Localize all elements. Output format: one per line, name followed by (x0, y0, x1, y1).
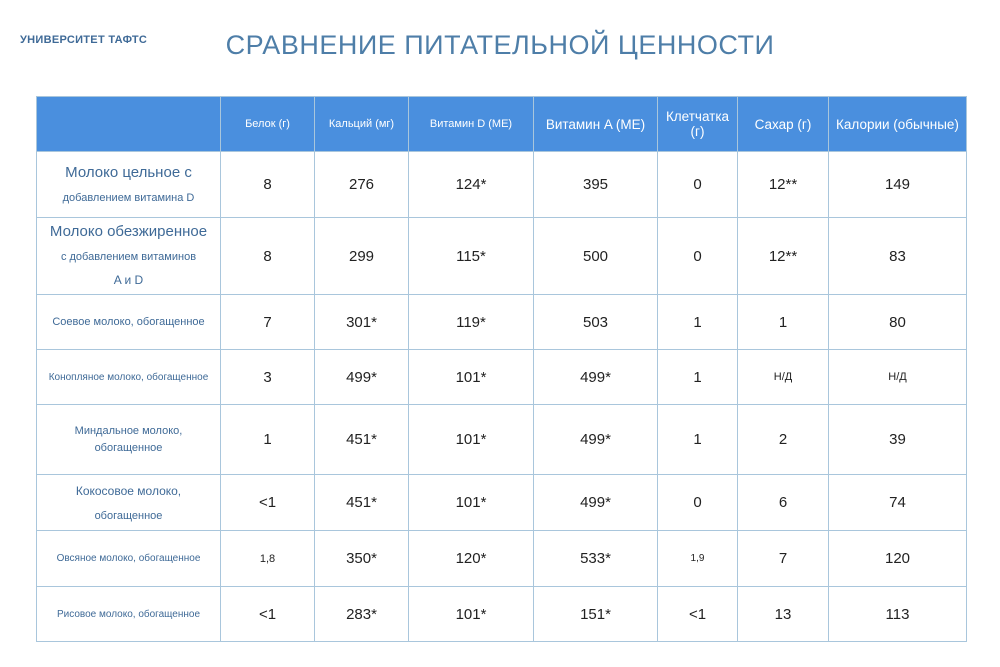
cell-vitamin-a: 151* (534, 587, 658, 642)
cell-vitamin-d: 101* (409, 475, 534, 531)
table-row-almond-milk (37, 405, 967, 475)
cell-protein: <1 (221, 587, 315, 642)
cell-vitamin-d: 120* (409, 531, 534, 587)
row-name: Конопляное молоко, обогащенное (37, 350, 221, 405)
cell-vitamin-a: 395 (534, 152, 658, 218)
row-name (37, 405, 221, 475)
row-name: Соевое молоко, обогащенное (37, 295, 221, 350)
cell-fiber: 1 (658, 350, 738, 405)
cell-calories: 120 (829, 531, 967, 587)
table-row-hemp-milk (37, 350, 967, 405)
cell-vitamin-d: 119* (409, 295, 534, 350)
cell-fiber: 0 (658, 152, 738, 218)
cell-protein: 8 (221, 152, 315, 218)
cell-vitamin-d: 115* (409, 218, 534, 295)
cell-vitamin-a: 533* (534, 531, 658, 587)
row-name-line2: с добавлением витаминов (60, 251, 197, 263)
cell-protein: <1 (221, 475, 315, 531)
row-name-line1: Миндальное молоко, (74, 425, 183, 437)
cell-calories: 74 (829, 475, 967, 531)
cell-calories: Н/Д (829, 350, 967, 405)
cell-calcium: 276 (315, 152, 409, 218)
header-row (37, 97, 967, 152)
cell-calories: 80 (829, 295, 967, 350)
cell-sugar: 12** (738, 218, 829, 295)
table-row-whole-milk (37, 152, 967, 218)
row-name-line3: A и D (113, 273, 144, 287)
cell-protein: 1,8 (221, 531, 315, 587)
table-row-rice-milk (37, 587, 967, 642)
header-calcium: Кальций (мг) (315, 97, 409, 152)
row-name-line1: Молоко цельное с (65, 163, 192, 181)
cell-calcium: 350* (315, 531, 409, 587)
cell-sugar: 2 (738, 405, 829, 475)
header-calories: Калории (обычные) (829, 97, 967, 152)
row-name (37, 475, 221, 531)
cell-vitamin-a: 499* (534, 405, 658, 475)
page-title: СРАВНЕНИЕ ПИТАТЕЛЬНОЙ ЦЕННОСТИ (225, 30, 775, 60)
cell-fiber: <1 (658, 587, 738, 642)
cell-sugar: Н/Д (738, 350, 829, 405)
cell-vitamin-a: 500 (534, 218, 658, 295)
cell-sugar: 13 (738, 587, 829, 642)
cell-calcium: 301* (315, 295, 409, 350)
cell-fiber: 0 (658, 218, 738, 295)
cell-sugar: 6 (738, 475, 829, 531)
table-row-oat-milk (37, 531, 967, 587)
header-protein: Белок (г) (221, 97, 315, 152)
cell-sugar: 1 (738, 295, 829, 350)
row-name-line2: добавлением витамина D (62, 191, 195, 204)
cell-calcium: 299 (315, 218, 409, 295)
row-name: Рисовое молоко, обогащенное (37, 587, 221, 642)
table-row-skim-milk (37, 218, 967, 295)
header-vitamin-d: Витамин D (МЕ) (409, 97, 534, 152)
cell-vitamin-d: 101* (409, 587, 534, 642)
row-name-line1: Кокосовое молоко, (75, 483, 182, 498)
cell-fiber: 1 (658, 295, 738, 350)
cell-calcium: 499* (315, 350, 409, 405)
cell-fiber: 1 (658, 405, 738, 475)
row-name-line2: обогащенное (94, 441, 163, 454)
cell-vitamin-a: 503 (534, 295, 658, 350)
cell-calories: 39 (829, 405, 967, 475)
cell-protein: 8 (221, 218, 315, 295)
cell-sugar: 7 (738, 531, 829, 587)
university-label: УНИВЕРСИТЕТ ТАФТС (20, 34, 148, 46)
header-sugar: Сахар (г) (738, 97, 829, 152)
row-name (37, 218, 221, 295)
cell-calcium: 283* (315, 587, 409, 642)
row-name: Овсяное молоко, обогащенное (37, 531, 221, 587)
cell-calcium: 451* (315, 405, 409, 475)
cell-calories: 83 (829, 218, 967, 295)
row-name-line2: обогащенное (94, 509, 163, 522)
cell-protein: 3 (221, 350, 315, 405)
row-name (37, 152, 221, 218)
cell-vitamin-a: 499* (534, 475, 658, 531)
header-product (37, 97, 221, 152)
table-row-coconut-milk (37, 475, 967, 531)
cell-calcium: 451* (315, 475, 409, 531)
cell-vitamin-d: 101* (409, 350, 534, 405)
cell-calories: 149 (829, 152, 967, 218)
table-row-soy-milk (37, 295, 967, 350)
cell-fiber: 0 (658, 475, 738, 531)
cell-vitamin-d: 124* (409, 152, 534, 218)
cell-protein: 1 (221, 405, 315, 475)
cell-calories: 113 (829, 587, 967, 642)
header-fiber: Клетчатка (г) (658, 97, 738, 152)
cell-fiber: 1,9 (658, 531, 738, 587)
cell-vitamin-a: 499* (534, 350, 658, 405)
cell-protein: 7 (221, 295, 315, 350)
row-name-line1: Молоко обезжиренное (49, 223, 208, 240)
cell-sugar: 12** (738, 152, 829, 218)
nutrition-table (36, 96, 967, 642)
cell-vitamin-d: 101* (409, 405, 534, 475)
header-vitamin-a: Витамин A (МЕ) (534, 97, 658, 152)
